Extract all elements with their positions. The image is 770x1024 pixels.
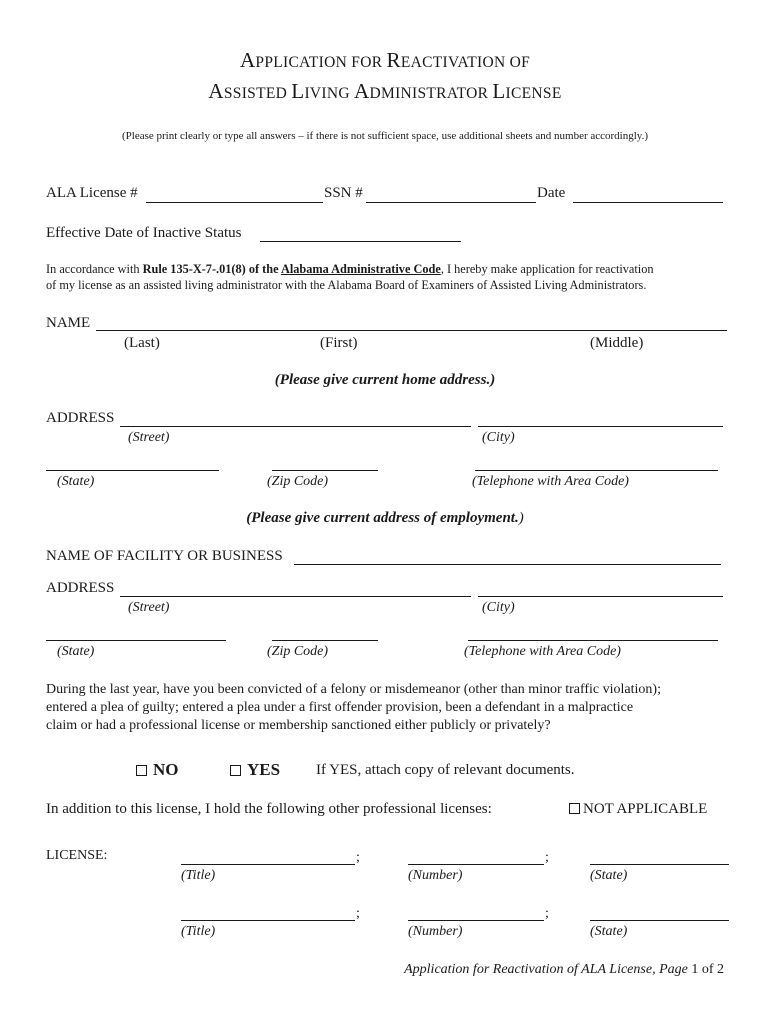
page-number: 1 of 2 [691, 962, 724, 977]
facility-city-field[interactable] [478, 596, 723, 597]
separator: ; [545, 906, 549, 921]
title-text: IVING [304, 85, 355, 102]
home-state-caption: (State) [57, 474, 95, 489]
facility-state-field[interactable] [46, 640, 226, 641]
facility-zip-caption: (Zip Code) [267, 644, 329, 659]
license-number-caption: (Number) [408, 868, 463, 883]
title-cap: A [239, 48, 256, 72]
home-address-label: ADDRESS [46, 410, 115, 426]
form-title-line2 [0, 79, 770, 104]
employment-note-text: (Please give current address of employment. [246, 510, 519, 526]
ala-license-field[interactable] [146, 202, 323, 203]
effective-date-label: Effective Date of Inactive Status [46, 225, 242, 241]
employment-note [0, 510, 770, 527]
facility-name-field[interactable] [294, 564, 721, 565]
home-city-caption: (City) [482, 430, 515, 445]
instructions: (Please print clearly or type all answers – if there is not sufficient space, use additional sheets and number accordingly.) [122, 130, 648, 142]
home-street-field[interactable] [120, 426, 471, 427]
home-zip-field[interactable] [272, 470, 378, 471]
statement-line2: of my license as an assisted living administrator with the Alabama Board of Examiners of Assisted Living Administrators. [46, 278, 647, 292]
home-address-note: (Please give current home address.) [274, 372, 496, 388]
title-cap: L [291, 79, 305, 103]
ssn-field[interactable] [366, 202, 536, 203]
license-number-field[interactable] [408, 920, 544, 921]
statement-text: , I hereby make application for reactivation [440, 262, 654, 276]
footer-text: Application for Reactivation of ALA License, Page [404, 962, 692, 977]
date-field[interactable] [573, 202, 723, 203]
separator: ; [356, 850, 360, 865]
not-applicable-label: NOT APPLICABLE [583, 801, 708, 817]
title-text: DMINISTRATOR [369, 85, 493, 102]
title-cap: L [492, 79, 506, 103]
ssn-label: SSN # [324, 185, 363, 201]
facility-telephone-field[interactable] [468, 640, 718, 641]
license-state-caption: (State) [590, 868, 628, 883]
yes-checkbox[interactable] [230, 760, 280, 780]
no-label: NO [153, 760, 179, 779]
checkbox-square-icon [230, 765, 241, 776]
conviction-question-line2: entered a plea of guilty; entered a plea under a first offender provision, been a defendant in a malpractice [46, 700, 634, 715]
license-title-caption: (Title) [181, 924, 216, 939]
facility-telephone-caption: (Telephone with Area Code) [464, 644, 621, 659]
checkbox-square-icon [569, 803, 580, 814]
home-zip-caption: (Zip Code) [267, 474, 329, 489]
effective-date-field[interactable] [260, 241, 461, 242]
license-title-field[interactable] [181, 920, 355, 921]
license-number-caption: (Number) [408, 924, 463, 939]
name-label: NAME [46, 315, 91, 331]
checkbox-square-icon [136, 765, 147, 776]
conviction-question-line3: claim or had a professional license or membership sanctioned either publicly or privately? [46, 718, 551, 733]
license-title-field[interactable] [181, 864, 355, 865]
facility-state-caption: (State) [57, 644, 95, 659]
name-first-caption: (First) [320, 335, 358, 351]
name-field[interactable] [96, 330, 727, 331]
license-state-field[interactable] [590, 920, 729, 921]
facility-label: NAME OF FACILITY OR BUSINESS [46, 548, 283, 564]
facility-city-caption: (City) [482, 600, 515, 615]
license-number-field[interactable] [408, 864, 544, 865]
home-state-field[interactable] [46, 470, 219, 471]
form-title-line1 [0, 48, 770, 73]
home-street-caption: (Street) [128, 430, 170, 445]
ala-license-label: ALA License # [46, 185, 138, 201]
separator: ; [545, 850, 549, 865]
employment-note-paren: ) [518, 510, 524, 526]
title-cap: R [386, 48, 401, 72]
separator: ; [356, 906, 360, 921]
facility-zip-field[interactable] [272, 640, 378, 641]
date-label: Date [537, 185, 566, 201]
title-text: SSISTED [223, 85, 292, 102]
if-yes-instruction: If YES, attach copy of relevant documents. [316, 762, 575, 778]
statement-rule: Rule 135-X-7-.01(8) of the [142, 262, 281, 276]
home-telephone-field[interactable] [475, 470, 718, 471]
license-title-caption: (Title) [181, 868, 216, 883]
name-middle-caption: (Middle) [590, 335, 644, 351]
statement-code: Alabama Administrative Code [280, 262, 441, 276]
title-text: PPLICATION FOR [255, 54, 387, 71]
conviction-question-line1: During the last year, have you been convicted of a felony or misdemeanor (other than minor traffic violation); [46, 682, 661, 697]
home-city-field[interactable] [478, 426, 723, 427]
title-cap: A [354, 79, 370, 103]
not-applicable-checkbox[interactable] [569, 801, 707, 818]
home-telephone-caption: (Telephone with Area Code) [472, 474, 629, 489]
facility-address-label: ADDRESS [46, 580, 115, 596]
title-text: ICENSE [505, 85, 562, 102]
facility-street-caption: (Street) [128, 600, 170, 615]
statement-text: In accordance with [46, 262, 143, 276]
license-label: LICENSE: [46, 848, 108, 863]
license-state-field[interactable] [590, 864, 729, 865]
yes-label: YES [247, 760, 281, 779]
statement-line1 [46, 262, 654, 277]
license-state-caption: (State) [590, 924, 628, 939]
title-text: EACTIVATION OF [400, 54, 531, 71]
no-checkbox[interactable] [136, 760, 179, 780]
facility-street-field[interactable] [120, 596, 471, 597]
name-last-caption: (Last) [124, 335, 160, 351]
other-licenses-text: In addition to this license, I hold the following other professional licenses: [46, 801, 492, 817]
page-footer [404, 962, 724, 978]
title-cap: A [208, 79, 224, 103]
